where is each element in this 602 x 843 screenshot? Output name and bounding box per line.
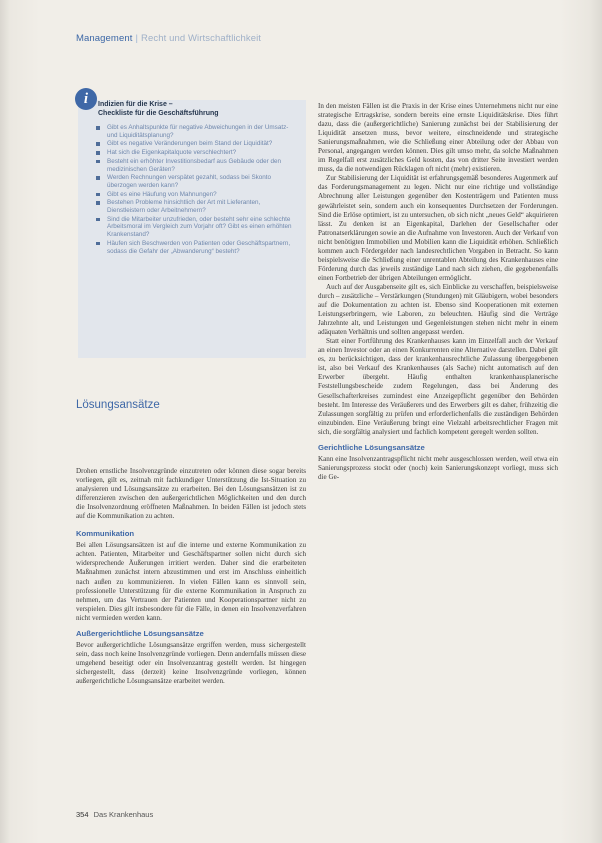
checklist-item: Sind die Mitarbeiter unzufrieden, oder besteht sehr eine schlechte Arbeitsmoral im Vergleich zum Vorjahr oft? Gibt es einen erhöhten Krankenstand? <box>96 216 296 239</box>
gerichtlich-paragraph: Kann eine Insolvenzantragspflicht nicht mehr ausgeschlossen werden, weil etwa ein Sanierungsprozess stockt oder (noch) kein Sanierungskonzept vorliegt, muss sich die Ge- <box>318 454 558 481</box>
kommunikation-paragraph: Bei allen Lösungsansätzen ist auf die interne und externe Kommunikation zu achten. Patienten, Mitarbeiter und Geschäftspartner sollen nicht durch sich widersprechende Äußerungen irritiert werden. Daher sind die erarbeiteten Maßnahmen zunächst intern abzustimmen und erst im Anschluss einheitlich nach außen zu kommunizieren. In vielen Fällen kann es sinnvoll sein, professionelle Unterstützung für die externe Kommunikation in Anspruch zu nehmen, um das Vertrauen der Patienten und Kooperationspartner nicht zu verspielen. Dies gilt insbesondere für die Fälle, in denen ein Insolvenzverfahren nicht vermieden werden kann. <box>76 541 306 622</box>
checklist-title-line2: Checkliste für die Geschäftsführung <box>98 109 219 117</box>
checklist-item: Besteht ein erhöhter Investitionsbedarf aus Gebäude oder den medizinischen Geräten? <box>96 158 296 173</box>
checklist-item: Gibt es eine Häufung von Mahnungen? <box>96 191 296 199</box>
left-column <box>76 467 306 686</box>
checklist-items <box>96 124 296 256</box>
section-title-loesungsansaetze: Lösungsansätze <box>76 399 160 411</box>
body-paragraph: Statt einer Fortführung des Krankenhauses kann im Einzelfall auch der Verkauf an einen Investor oder an einen Konkurrenten eine Alternative darstellen. Dabei gilt es, zu berücksichtigen, dass der krankenhausrechtliche Zulassung übergegebenen ist, also bei Verkauf des Krankenhauses (als Sache) nicht automatisch auf den Erwerber übergeht. Häufig enthalten krankenhausplanerische Feststellungsbescheide zudem Regelungen, dass bei Änderung des Gesellschafterkreises zumindest eine Anzeigepflicht gegenüber den Behörden besteht. Im Interesse des Veräußerers und des Erwerbers gilt es daher, frühzeitig die Zulassungen sorgfältig zu prüfen und erforderlichenfalls die zuständigen Behörden einzubinden. Eine Veräußerung bringt eine Vielzahl arbeitsrechtlicher Fragen mit sich, die sorgfältig analysiert und fachlich kompetent geregelt werden sollten. <box>318 337 558 436</box>
bullet-icon <box>96 142 100 146</box>
body-paragraph: In den meisten Fällen ist die Praxis in der Krise eines Unternehmens nicht nur eine strategische Ertragskrise, sondern bereits eine ernste Liquiditätskrise. Dies führt dazu, dass die (außergerichtliche) Sanierung zunächst bei der Stabilisierung der Liquidität ansetzen muss, bevor weitere, einschneidende und strategische Sanierungsmaßnahmen, wie die Schließung einer Abteilung oder der Abbau von Personal, angegangen werden können. Dies gilt umso mehr, da solche Maßnahmen im Regelfall erst zusätzliches Geld kosten, das von dritter Seite investiert werden muss, da die notwendigen Rücklagen oft nicht (mehr) existieren. <box>318 102 558 174</box>
body-paragraph: Auch auf der Ausgabenseite gilt es, sich Einblicke zu verschaffen, beispielsweise durch – zusätzliche – Verstärkungen (Stundungen) mit Gläubigern, wobei besonders auf die Dokumentation zu achten ist. Ebenso sind Kooperationen mit externen Leistungserbringern, wie Laboren, zu beleuchten. Häufig sind die Verträge Jahrzehnte alt, und Leistungen und Gegenleistungen stehen nicht mehr in einem adäquaten Verhältnis und sollten angepasst werden. <box>318 282 558 337</box>
subhead-gerichtlich: Gerichtliche Lösungsansätze <box>318 442 425 452</box>
intro-paragraph: Drohen ernstliche Insolvenzgründe einzutreten oder können diese sogar bereits vorliegen, gilt es, zeitnah mit fachkundiger Unterstützung die Ist-Situation zu analysieren und Lösungsansätze zu erarbeiten. Bei den Lösungsansätzen ist zu differenzieren zwischen den außergerichtlichen Möglichkeiten und den durch die Insolvenzordnung eröffneten Maßnahmen. In beiden Fällen ist jedoch stets auf die Kommunikation zu achten. <box>76 467 306 521</box>
checklist-item: Bestehen Probleme hinsichtlich der Art mit Lieferanten, Dienstleistern oder Arbeitnehmern? <box>96 199 296 214</box>
header-separator: | <box>135 33 139 44</box>
aussergerichtlich-paragraph: Bevor außergerichtliche Lösungsansätze ergriffen werden, muss sichergestellt sein, dass noch keine Insolvenzgründe vorliegen. Denn andernfalls müssen diese umgehend beseitigt oder ein Insolvenzantrag gestellt werden. Ist hingegen sichergestellt, dass (derzeit) keine Insolvenzgründe vorliegen, können außergerichtliche Lösungsansätze erarbeitet werden. <box>76 640 306 685</box>
page-header <box>76 33 261 44</box>
checklist-title-line1: Indizien für die Krise – <box>98 101 173 108</box>
bullet-icon <box>96 193 100 197</box>
subhead-kommunikation: Kommunikation <box>76 529 135 539</box>
checklist-item: Hat sich die Eigenkapitalquote verschlechtert? <box>96 149 296 157</box>
checklist-item: Werden Rechnungen verspätet gezahlt, sodass bei Skonto überzogen werden kann? <box>96 174 296 189</box>
bullet-icon <box>96 176 100 180</box>
journal-name: Das Krankenhaus <box>93 810 154 819</box>
page-footer <box>76 810 153 819</box>
bullet-icon <box>96 201 100 205</box>
checklist-item: Häufen sich Beschwerden von Patienten oder Geschäftspartnern, sodass die Gefahr der „Abwanderung“ besteht? <box>96 240 296 255</box>
header-subsection: Recht und Wirtschaftlichkeit <box>141 33 262 44</box>
checklist-title <box>98 101 303 118</box>
checklist-item: Gibt es negative Veränderungen beim Stand der Liquidität? <box>96 140 296 148</box>
info-icon: i <box>75 88 97 110</box>
bullet-icon <box>96 160 100 164</box>
subhead-aussergerichtlich: Außergerichtliche Lösungsansätze <box>76 628 204 638</box>
bullet-icon <box>96 126 100 130</box>
bullet-icon <box>96 242 100 246</box>
right-column <box>318 102 558 482</box>
page-number: 354 <box>76 810 89 819</box>
body-paragraph: Zur Stabilisierung der Liquidität ist erfahrungsgemäß besonderes Augenmerk auf das Forderungsmanagement zu legen. Nicht nur eine richtige und vollständige Abrechnung aller Leistungen gegenüber den Kostenträgern und Patienten muss gewährleistet sein, sondern auch ein konsequentes Durchsetzen der Forderungen. Sind die Erlöse optimiert, ist zu untersuchen, ob sich nicht „neues Geld“ akquirieren lässt. Zu denken ist an Eigenkapital, Darlehen der Gesellschafter oder Patronatserklärungen sowie an die Aufnahme von Investoren. Auch der Verkauf von nicht benötigten Immobilien und Mobilien kann die Liquidität erhöhen. Schließlich kommen auch Fördergelder nach landesrechtlichen Vorgaben in Betracht. So kann beispielsweise die Schließung einer unrentablen Abteilung des Krankenhauses eine Förderung durch das jeweils zuständige Land nach sich ziehen, die gegebenenfalls einen Fortbetrieb der übrigen Abteilungen ermöglicht. <box>318 174 558 282</box>
header-section: Management <box>76 33 133 44</box>
checklist-item: Gibt es Anhaltspunkte für negative Abweichungen in der Umsatz- und Liquiditätsplanung? <box>96 124 296 139</box>
bullet-icon <box>96 151 100 155</box>
bullet-icon <box>96 218 100 222</box>
